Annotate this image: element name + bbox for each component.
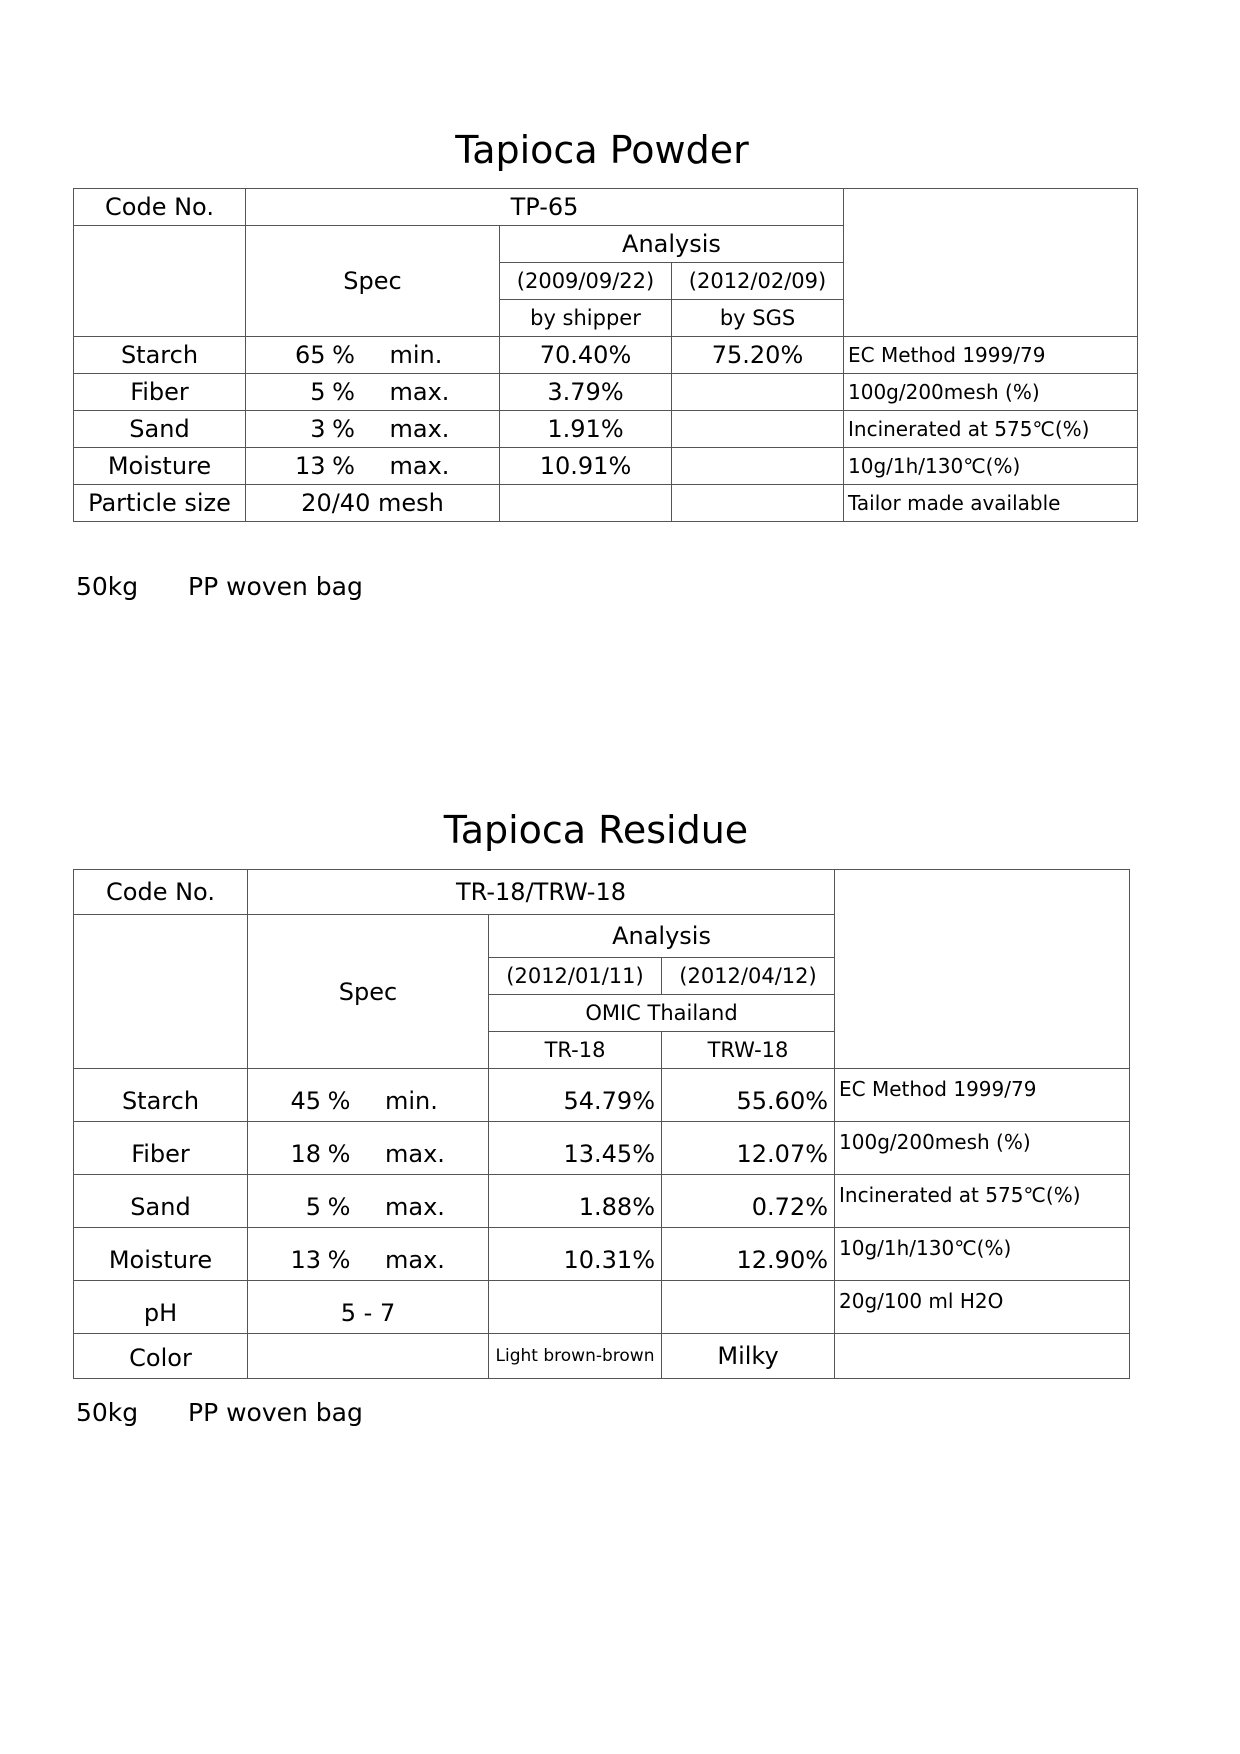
spec-limit: min. — [389, 341, 443, 369]
spec-range — [271, 1140, 465, 1168]
method-note: 10g/1h/130℃(%) — [844, 448, 1138, 485]
analysis-value-1: 10.31% — [489, 1228, 662, 1281]
powder-packing — [76, 572, 363, 601]
code-label: Code No. — [74, 189, 246, 226]
method-note: Incinerated at 575℃(%) — [844, 411, 1138, 448]
table-row — [74, 374, 1138, 411]
packing-weight: 50kg — [76, 1398, 139, 1427]
item-header-blank — [74, 226, 246, 337]
analysis-value-1: 1.88% — [489, 1175, 662, 1228]
analysis-value-1: 3.79% — [500, 374, 672, 411]
item-name: Fiber — [74, 374, 246, 411]
analysis-value-2 — [662, 1281, 835, 1334]
spec-unit: % — [327, 1140, 351, 1168]
table-row — [74, 337, 1138, 374]
residue-spec-table — [73, 869, 1130, 1379]
spec-limit: min. — [385, 1087, 438, 1115]
packing-weight: 50kg — [76, 572, 139, 601]
item-name: Particle size — [74, 485, 246, 522]
analysis-date-1: (2009/09/22) — [500, 263, 672, 300]
notes-header-blank — [844, 189, 1138, 337]
spec-number: 3 — [310, 415, 326, 443]
item-name: Sand — [74, 411, 246, 448]
residue-title: Tapioca Residue — [443, 808, 749, 852]
spec-value — [246, 337, 500, 374]
spec-unit: % — [327, 1087, 351, 1115]
spec-range — [276, 341, 470, 369]
spec-unit: % — [327, 1193, 351, 1221]
spec-value — [246, 485, 500, 522]
table-row — [74, 1228, 1130, 1281]
table-row — [74, 448, 1138, 485]
item-name: Color — [74, 1334, 248, 1379]
spec-value — [248, 1228, 489, 1281]
method-note: 100g/200mesh (%) — [835, 1122, 1130, 1175]
code-value: TR-18/TRW-18 — [248, 870, 835, 915]
item-header-blank — [74, 915, 248, 1069]
spec-number: 65 — [294, 341, 326, 369]
table-row — [74, 1122, 1130, 1175]
spec-value — [246, 448, 500, 485]
spec-text: 20/40 mesh — [301, 489, 444, 517]
analysis-value-1: 70.40% — [500, 337, 672, 374]
spec-value — [246, 411, 500, 448]
packing-type: PP woven bag — [188, 1398, 363, 1427]
spec-number: 45 — [290, 1087, 321, 1115]
analysis-value-1 — [500, 485, 672, 522]
analysis-header: Analysis — [500, 226, 844, 263]
spec-unit: % — [332, 378, 355, 406]
table-row — [74, 1069, 1130, 1122]
table-row — [74, 1175, 1130, 1228]
analysis-value-2: 12.90% — [662, 1228, 835, 1281]
spec-number: 18 — [290, 1140, 321, 1168]
method-note: 20g/100 ml H2O — [835, 1281, 1130, 1334]
spec-limit: max. — [389, 452, 450, 480]
spec-number: 13 — [294, 452, 326, 480]
analysis-value-1: 13.45% — [489, 1122, 662, 1175]
table-row — [74, 1281, 1130, 1334]
spec-number: 5 — [310, 378, 326, 406]
analysis-value-2 — [672, 374, 844, 411]
item-name: Moisture — [74, 1228, 248, 1281]
method-note — [835, 1334, 1130, 1379]
item-name: Starch — [74, 337, 246, 374]
spec-range — [276, 378, 470, 406]
spec-range — [271, 1087, 465, 1115]
method-note: 10g/1h/130℃(%) — [835, 1228, 1130, 1281]
analysis-date-1: (2012/01/11) — [489, 958, 662, 995]
spec-range — [276, 452, 470, 480]
spec-limit: max. — [389, 378, 450, 406]
analysis-value-1: Light brown-brown — [489, 1334, 662, 1379]
analysis-value-2: 12.07% — [662, 1122, 835, 1175]
analysis-by-2: by SGS — [672, 300, 844, 337]
spec-value — [248, 1281, 489, 1334]
spec-number: 5 — [305, 1193, 321, 1221]
spec-text: 5 - 7 — [340, 1299, 396, 1327]
residue-packing — [76, 1398, 363, 1427]
analysis-date-2: (2012/04/12) — [662, 958, 835, 995]
analysis-by-1: by shipper — [500, 300, 672, 337]
spec-unit: % — [327, 1246, 351, 1274]
item-name: Sand — [74, 1175, 248, 1228]
spec-value — [246, 374, 500, 411]
analysis-value-1 — [489, 1281, 662, 1334]
table-row — [74, 1334, 1130, 1379]
spec-limit: max. — [385, 1193, 445, 1221]
analysis-date-2: (2012/02/09) — [672, 263, 844, 300]
spec-value — [248, 1334, 489, 1379]
item-name: Fiber — [74, 1122, 248, 1175]
analysis-value-1: 54.79% — [489, 1069, 662, 1122]
code-value: TP-65 — [246, 189, 844, 226]
analysis-value-2: 0.72% — [662, 1175, 835, 1228]
item-name: Moisture — [74, 448, 246, 485]
analysis-value-2 — [672, 448, 844, 485]
analysis-value-2: Milky — [662, 1334, 835, 1379]
analysis-value-2: 55.60% — [662, 1069, 835, 1122]
spec-range — [276, 415, 470, 443]
spec-limit: max. — [385, 1140, 445, 1168]
analysis-lab: OMIC Thailand — [489, 995, 835, 1032]
code-label: Code No. — [74, 870, 248, 915]
analysis-col-tr18: TR-18 — [489, 1032, 662, 1069]
table-row — [74, 485, 1138, 522]
analysis-value-1: 1.91% — [500, 411, 672, 448]
analysis-value-2: 75.20% — [672, 337, 844, 374]
spec-unit: % — [332, 452, 355, 480]
spec-header: Spec — [248, 915, 489, 1069]
spec-limit: max. — [385, 1246, 445, 1274]
spec-value — [248, 1122, 489, 1175]
item-name: pH — [74, 1281, 248, 1334]
spec-header: Spec — [246, 226, 500, 337]
spec-range — [271, 1246, 465, 1274]
method-note: Incinerated at 575℃(%) — [835, 1175, 1130, 1228]
method-note: EC Method 1999/79 — [835, 1069, 1130, 1122]
analysis-col-trw18: TRW-18 — [662, 1032, 835, 1069]
method-note: EC Method 1999/79 — [844, 337, 1138, 374]
spec-value — [248, 1069, 489, 1122]
powder-title: Tapioca Powder — [455, 128, 749, 172]
table-row — [74, 411, 1138, 448]
spec-range — [271, 1193, 465, 1221]
spec-value — [248, 1175, 489, 1228]
spec-unit: % — [332, 341, 355, 369]
method-note: Tailor made available — [844, 485, 1138, 522]
notes-header-blank — [835, 870, 1130, 1069]
analysis-value-1: 10.91% — [500, 448, 672, 485]
packing-type: PP woven bag — [188, 572, 363, 601]
spec-limit: max. — [389, 415, 450, 443]
item-name: Starch — [74, 1069, 248, 1122]
analysis-header: Analysis — [489, 915, 835, 958]
method-note: 100g/200mesh (%) — [844, 374, 1138, 411]
spec-unit: % — [332, 415, 355, 443]
analysis-value-2 — [672, 411, 844, 448]
powder-spec-table — [73, 188, 1138, 522]
analysis-value-2 — [672, 485, 844, 522]
spec-number: 13 — [290, 1246, 321, 1274]
